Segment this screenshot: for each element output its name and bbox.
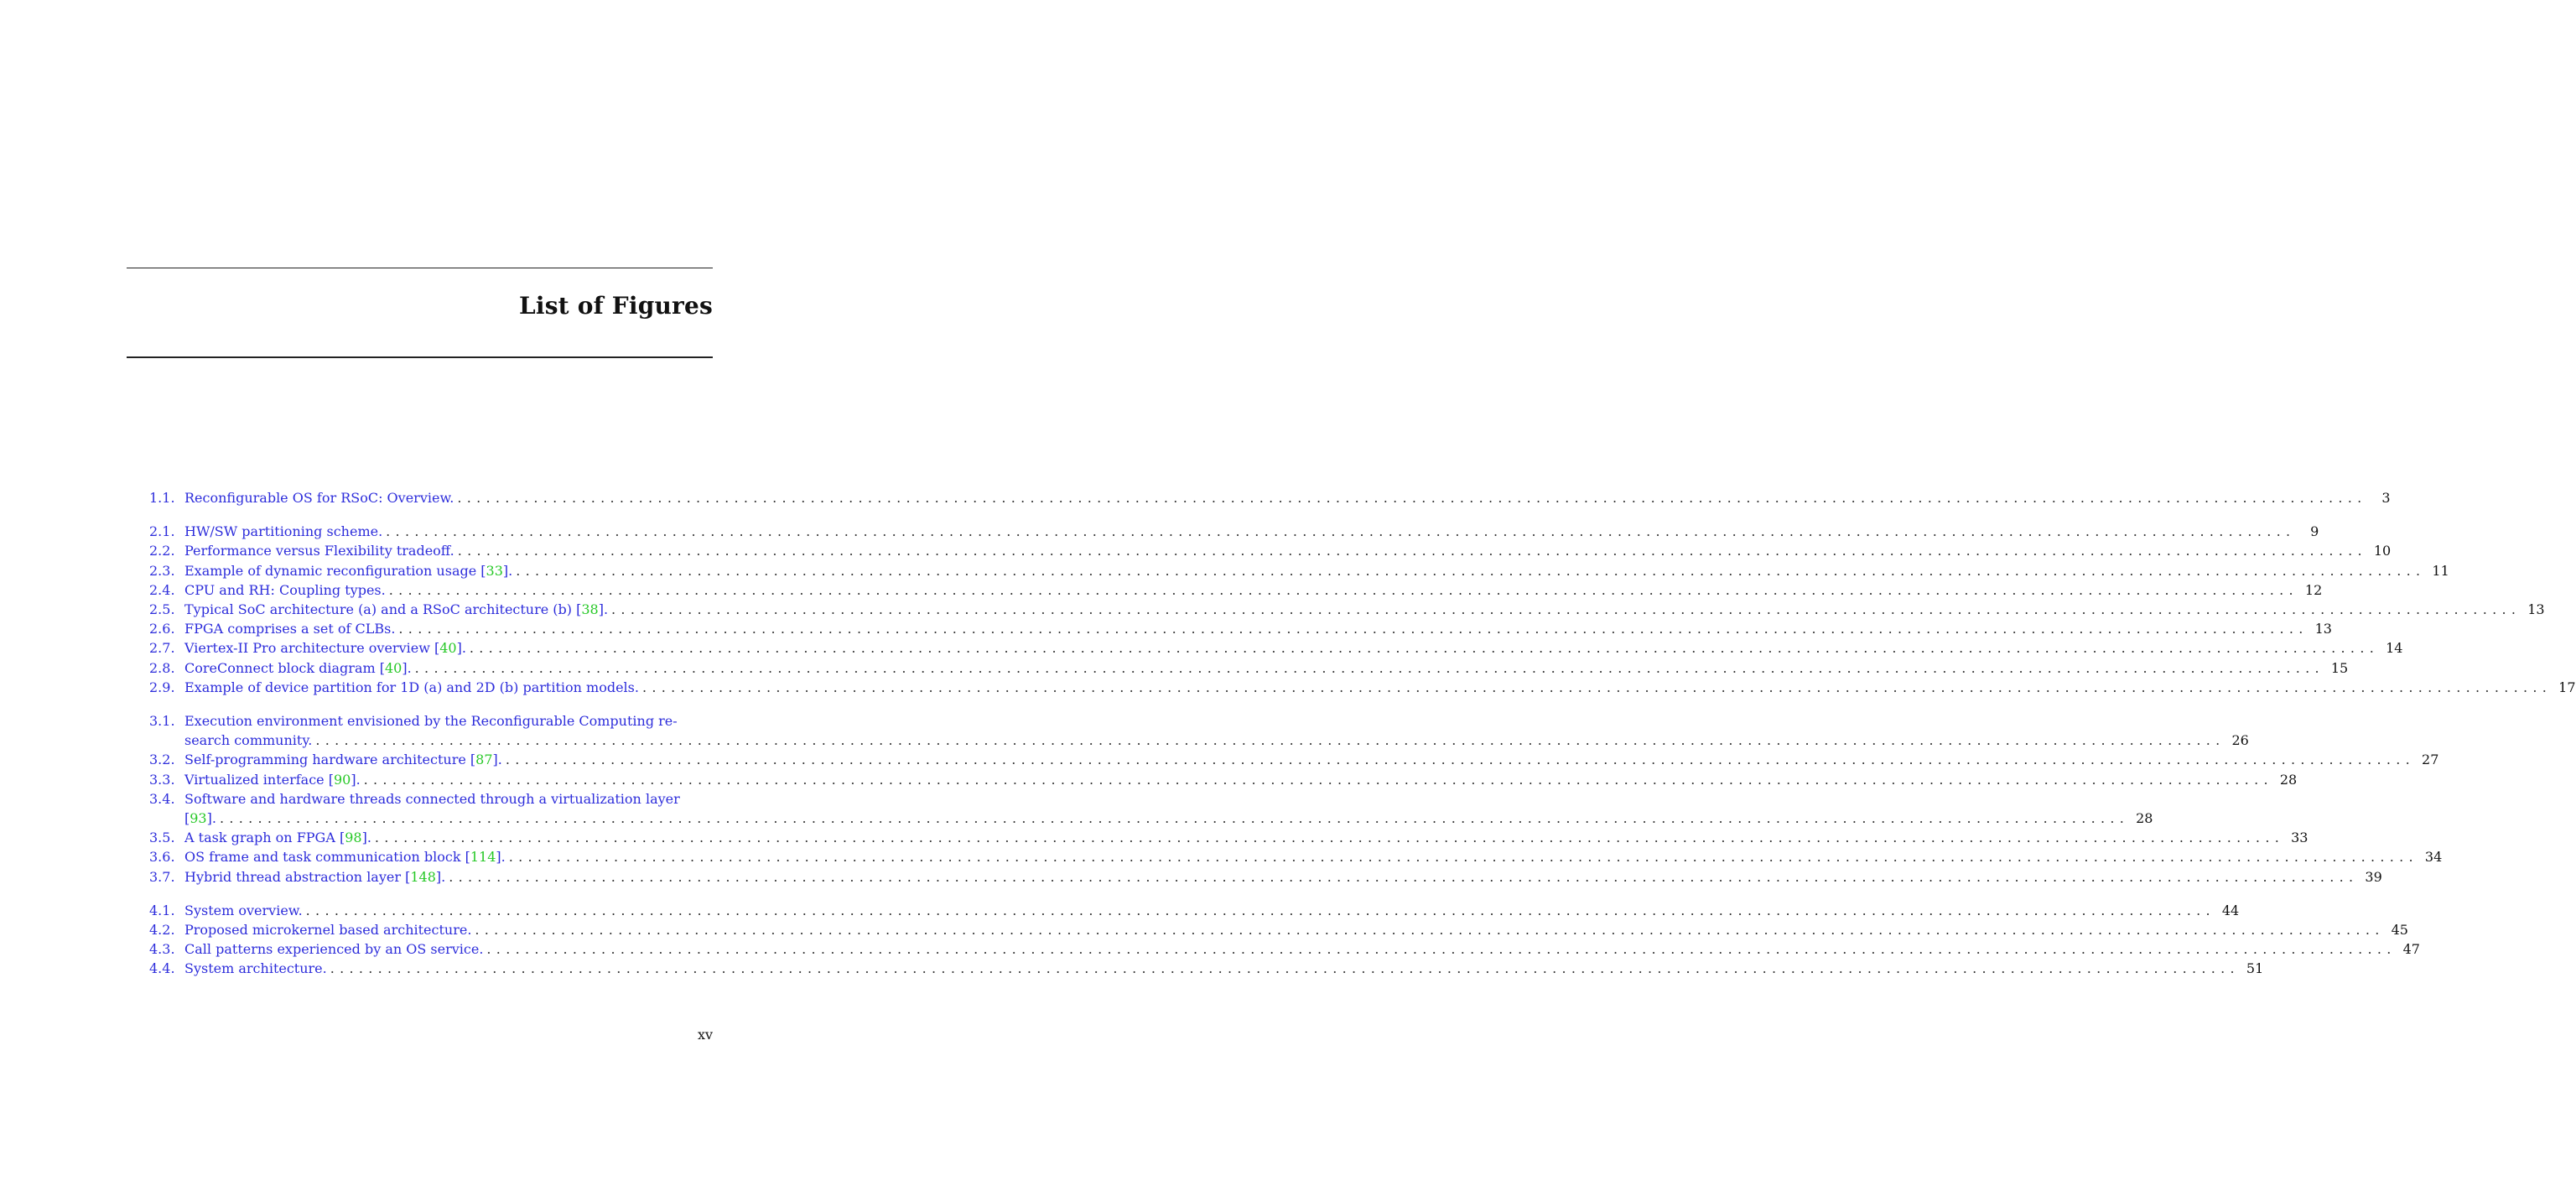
dot-leader: ........................................................................................................................................................................................................ — [516, 562, 2426, 579]
figure-caption[interactable]: [ — [184, 810, 190, 827]
dot-leader: ........................................................................................................................................................................................................ — [508, 849, 2418, 866]
figure-number[interactable]: 4.2. — [149, 922, 175, 939]
figure-caption-link[interactable] — [184, 901, 303, 920]
figure-number[interactable]: 2.2. — [149, 543, 175, 559]
figure-entry[interactable] — [149, 658, 2349, 678]
figure-caption-link[interactable] — [184, 600, 608, 619]
page-number: xv — [697, 1027, 713, 1043]
figure-caption[interactable]: System overview. — [184, 902, 303, 918]
figure-caption-link[interactable] — [184, 939, 483, 959]
page-reference[interactable]: 13 — [2527, 601, 2545, 618]
figure-entry[interactable] — [149, 867, 2382, 887]
figure-number[interactable]: 2.8. — [149, 659, 175, 676]
figure-entry[interactable] — [149, 711, 2249, 750]
figure-entry[interactable] — [149, 561, 2449, 580]
citation-link[interactable]: 87 — [475, 752, 493, 768]
figure-number[interactable]: 2.1. — [149, 523, 175, 540]
bottom-rule — [127, 356, 713, 358]
dot-leader: ........................................................................................................................................................................................................ — [505, 752, 2416, 768]
dot-leader: ........................................................................................................................................................................................................ — [469, 640, 2380, 657]
figure-entry[interactable] — [149, 678, 2576, 697]
figure-group — [149, 522, 2576, 697]
figure-number[interactable]: 3.6. — [149, 849, 175, 866]
figure-caption-link[interactable] — [184, 638, 466, 658]
page-title: List of Figures — [518, 292, 713, 320]
figure-number[interactable]: 3.1. — [149, 713, 175, 730]
figure-caption-link[interactable] — [184, 619, 395, 638]
figure-number[interactable]: 3.2. — [149, 752, 175, 768]
figure-caption-link[interactable] — [184, 770, 361, 789]
figure-entry[interactable] — [149, 939, 2420, 959]
citation-link[interactable]: 148 — [410, 868, 436, 885]
page-reference[interactable]: 17 — [2558, 679, 2576, 695]
figure-caption-link[interactable] — [184, 809, 216, 828]
figure-entry[interactable] — [149, 789, 2153, 828]
page-reference[interactable]: 27 — [2422, 752, 2439, 768]
page-reference[interactable]: 3 — [2381, 490, 2391, 506]
citation-close: ]. — [502, 562, 513, 579]
citation-link[interactable]: 40 — [439, 640, 457, 657]
dot-leader: ........................................................................................................................................................................................................ — [457, 490, 2367, 506]
page-reference[interactable]: 26 — [2231, 732, 2249, 749]
dot-leader: ........................................................................................................................................................................................................ — [611, 601, 2521, 618]
citation-link[interactable]: 98 — [345, 830, 362, 846]
figure-caption[interactable]: Example of device partition for 1D (a) and 2D (b) partition models. — [184, 679, 639, 695]
figure-entry[interactable] — [149, 959, 2264, 978]
citation-close: ]. — [456, 640, 466, 657]
page-reference[interactable]: 28 — [2136, 810, 2153, 827]
page-reference[interactable]: 39 — [2365, 868, 2382, 885]
page-reference[interactable]: 12 — [2304, 581, 2323, 598]
citation-close: ]. — [435, 868, 446, 885]
figure-entry[interactable] — [149, 488, 2391, 507]
citation-close: ]. — [402, 659, 412, 676]
figure-caption-link[interactable] — [184, 959, 327, 978]
citation-close: ]. — [351, 771, 361, 788]
page-reference[interactable]: 51 — [2246, 960, 2264, 977]
figure-number[interactable]: 1.1. — [149, 490, 175, 506]
figure-caption-line[interactable]: Execution environment envisioned by the Reconfigurable Computing re- — [184, 713, 678, 730]
figure-group — [149, 901, 2420, 979]
page-reference[interactable]: 44 — [2221, 902, 2240, 918]
figure-caption-link[interactable] — [184, 541, 454, 560]
figure-caption[interactable]: CoreConnect block diagram [ — [184, 659, 385, 676]
dot-leader: ........................................................................................................................................................................................................ — [457, 543, 2367, 559]
citation-link[interactable]: 38 — [581, 601, 599, 618]
figure-entry[interactable] — [149, 638, 2403, 658]
figure-number[interactable]: 4.3. — [149, 941, 175, 958]
page-reference[interactable]: 34 — [2424, 849, 2443, 866]
figure-caption-link[interactable] — [184, 488, 454, 507]
citation-close: ]. — [361, 830, 371, 846]
figure-entry[interactable] — [149, 750, 2439, 769]
page-reference[interactable]: 9 — [2310, 523, 2319, 540]
page-reference[interactable]: 47 — [2402, 941, 2420, 958]
figure-number[interactable]: 4.4. — [149, 960, 175, 977]
figure-entry[interactable] — [149, 828, 2309, 847]
figure-entry[interactable] — [149, 541, 2392, 560]
figure-group — [149, 711, 2443, 887]
dot-leader: ........................................................................................................................................................................................................ — [374, 830, 2285, 846]
figure-caption[interactable]: HW/SW partitioning scheme. — [184, 523, 383, 540]
figure-caption[interactable]: Example of dynamic reconfiguration usage [ — [184, 562, 486, 579]
dot-leader: ........................................................................................................................................................................................................ — [388, 581, 2298, 598]
figure-number[interactable]: 2.6. — [149, 621, 175, 637]
figure-entry[interactable] — [149, 522, 2319, 541]
figure-caption-link[interactable] — [184, 678, 639, 697]
citation-close: ]. — [496, 849, 506, 866]
figure-caption-link[interactable] — [184, 847, 506, 866]
figure-number[interactable]: 2.7. — [149, 640, 175, 657]
page-reference[interactable]: 14 — [2386, 640, 2403, 657]
figure-caption[interactable]: Call patterns experienced by an OS service. — [184, 941, 484, 958]
figure-entry[interactable] — [149, 847, 2443, 866]
figure-caption[interactable]: CPU and RH: Coupling types. — [184, 581, 386, 598]
figure-caption-line[interactable]: Software and hardware threads connected through a virtualization layer — [184, 790, 680, 807]
citation-link[interactable]: 90 — [333, 771, 351, 788]
figure-caption[interactable]: OS frame and task communication block [ — [184, 849, 470, 866]
dot-leader: ........................................................................................................................................................................................................ — [641, 679, 2553, 695]
figure-group — [149, 488, 2391, 507]
figure-caption[interactable]: search community. — [184, 732, 313, 749]
page-reference[interactable]: 15 — [2330, 659, 2349, 676]
figure-caption[interactable]: Self-programming hardware architecture [ — [184, 752, 476, 768]
figure-caption-link[interactable] — [184, 750, 502, 769]
figure-caption[interactable]: Proposed microkernel based architecture. — [184, 922, 472, 939]
dot-leader: ........................................................................................................................................................................................................ — [414, 659, 2324, 676]
figure-caption-link[interactable] — [184, 731, 312, 750]
dot-leader: ........................................................................................................................................................................................................ — [330, 960, 2240, 977]
dot-leader: ........................................................................................................................................................................................................ — [315, 732, 2225, 749]
figure-caption[interactable]: Typical SoC architecture (a) and a RSoC architecture (b) [ — [184, 601, 582, 618]
page-reference[interactable]: 28 — [2279, 771, 2298, 788]
citation-close: ]. — [492, 752, 502, 768]
figure-entry[interactable] — [149, 920, 2408, 939]
dot-leader: ........................................................................................................................................................................................................ — [449, 868, 2359, 885]
page-reference[interactable]: 10 — [2373, 543, 2392, 559]
figure-entry[interactable] — [149, 901, 2240, 920]
figure-number[interactable]: 4.1. — [149, 902, 175, 918]
figure-caption[interactable]: Hybrid thread abstraction layer [ — [184, 868, 411, 885]
figure-caption-link[interactable] — [184, 867, 445, 887]
figure-caption[interactable]: FPGA comprises a set of CLBs. — [184, 621, 396, 637]
figure-caption-link[interactable] — [184, 920, 471, 939]
figure-caption[interactable]: Virtualized interface [ — [184, 771, 334, 788]
dot-leader: ........................................................................................................................................................................................................ — [386, 523, 2296, 540]
dot-leader: ........................................................................................................................................................................................................ — [219, 810, 2130, 827]
figure-number[interactable]: 2.4. — [149, 581, 175, 598]
figure-number[interactable]: 2.9. — [149, 679, 175, 695]
figure-entry[interactable] — [149, 580, 2323, 600]
dot-leader: ........................................................................................................................................................................................................ — [363, 771, 2273, 788]
figure-number[interactable]: 3.4. — [149, 790, 175, 807]
dot-leader: ........................................................................................................................................................................................................ — [486, 941, 2397, 958]
figure-entry[interactable] — [149, 619, 2332, 638]
figure-caption-link[interactable] — [184, 522, 382, 541]
page-reference[interactable]: 33 — [2291, 830, 2309, 846]
figure-list — [149, 488, 2576, 993]
figure-caption[interactable]: Viertex-II Pro architecture overview [ — [184, 640, 440, 657]
figure-entry[interactable] — [149, 770, 2298, 789]
figure-caption[interactable]: Performance versus Flexibility tradeoff. — [184, 543, 454, 559]
figure-number[interactable]: 3.7. — [149, 868, 175, 885]
figure-caption-link[interactable] — [184, 828, 371, 847]
citation-close: ]. — [206, 810, 216, 827]
figure-entry[interactable] — [149, 600, 2545, 619]
citation-close: ]. — [598, 601, 609, 618]
figure-number[interactable]: 2.5. — [149, 601, 175, 618]
figure-caption-link[interactable] — [184, 561, 512, 580]
citation-link[interactable]: 33 — [486, 562, 503, 579]
citation-link[interactable]: 114 — [470, 849, 496, 866]
dot-leader: ........................................................................................................................................................................................................ — [398, 621, 2309, 637]
citation-link[interactable]: 93 — [190, 810, 207, 827]
figure-caption-link[interactable] — [184, 658, 412, 678]
dot-leader: ........................................................................................................................................................................................................ — [475, 922, 2385, 939]
figure-caption[interactable]: System architecture. — [184, 960, 327, 977]
page-reference[interactable]: 45 — [2391, 922, 2408, 939]
page-reference[interactable]: 11 — [2432, 562, 2449, 579]
citation-link[interactable]: 40 — [384, 659, 402, 676]
figure-number[interactable]: 2.3. — [149, 562, 175, 579]
figure-caption[interactable]: A task graph on FPGA [ — [184, 830, 345, 846]
dot-leader: ........................................................................................................................................................................................................ — [305, 902, 2215, 918]
figure-number[interactable]: 3.3. — [149, 771, 175, 788]
figure-caption[interactable]: Reconfigurable OS for RSoC: Overview. — [184, 490, 454, 506]
figure-number[interactable]: 3.5. — [149, 830, 175, 846]
page-reference[interactable]: 13 — [2314, 621, 2332, 637]
figure-caption-link[interactable] — [184, 580, 386, 600]
